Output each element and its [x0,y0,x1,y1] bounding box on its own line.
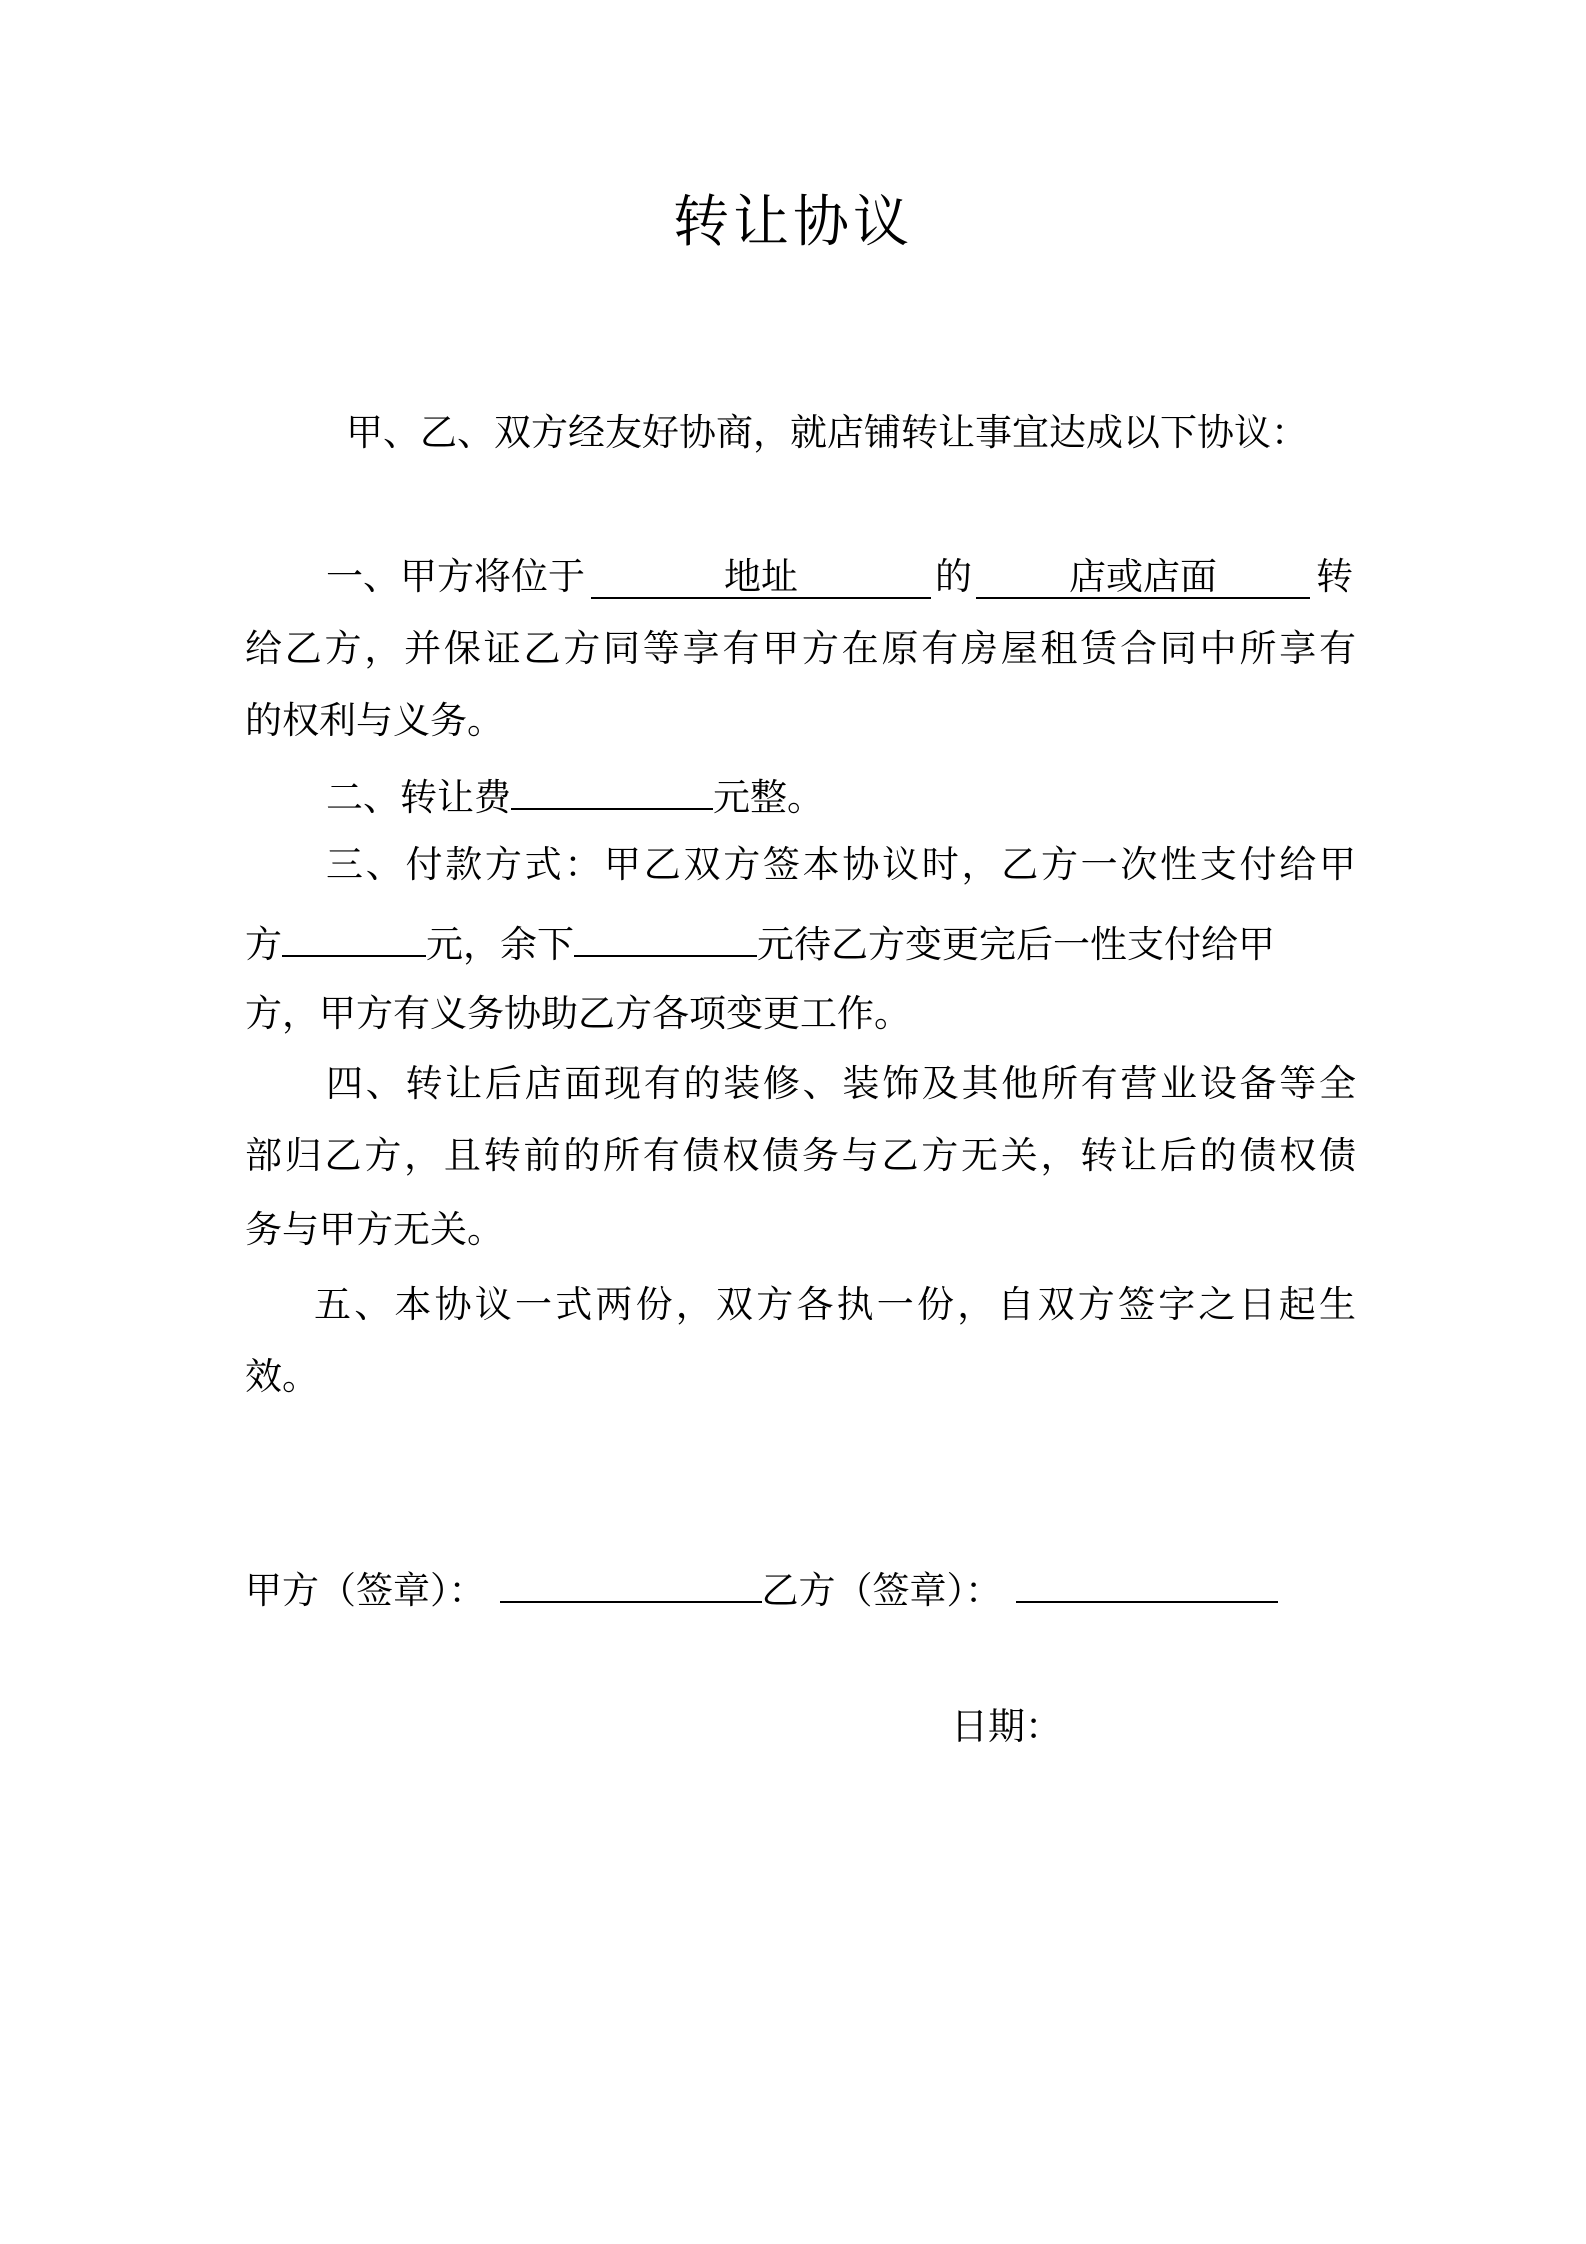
clause-5-line-1: 五、本协议一式两份，双方各执一份，自双方签字之日起生 [314,1283,1356,1326]
shop-blank[interactable] [976,557,1310,599]
clause-3-text-a: 方 [245,923,282,966]
remaining-payment-blank[interactable] [574,915,757,957]
clause-3-line-2 [245,915,1275,970]
first-payment-blank[interactable] [282,915,426,957]
clause-3-line-3: 方，甲方有义务协助乙方各项变更工作。 [245,992,911,1035]
clause-1-suffix: 转 [1316,555,1353,598]
party-a-label: 甲方（签章）： [245,1569,486,1612]
clause-1-mid: 的 [935,555,972,598]
intro-paragraph: 甲、乙、双方经友好协商，就店铺转让事宜达成以下协议： [346,411,1308,454]
clause-3-line-1: 三、付款方式：甲乙双方签本协议时，乙方一次性支付给甲 [326,843,1356,886]
signature-row [245,1561,1278,1616]
clause-3-text-b: 元，余下 [426,923,574,966]
clause-1-line-1 [326,552,1353,602]
clause-4-line-3: 务与甲方无关。 [245,1208,504,1251]
shop-placeholder: 店或店面 [1069,555,1217,598]
clause-1-line-3: 的权利与义务。 [245,699,504,742]
clause-2-prefix: 二、转让费 [326,776,511,819]
transfer-fee-blank[interactable] [511,768,713,810]
clause-1-line-2: 给乙方，并保证乙方同等享有甲方在原有房屋租赁合同中所享有 [245,627,1356,670]
party-a-signature-blank[interactable] [500,1561,762,1603]
date-label: 日期： [951,1705,1062,1748]
document-title: 转让协议 [673,190,913,255]
clause-2 [326,768,824,823]
clause-3-text-c: 元待乙方变更完后一性支付给甲 [757,923,1275,966]
address-blank[interactable] [591,557,931,599]
clause-1-prefix: 一、甲方将位于 [326,555,585,598]
clause-2-suffix: 元整。 [713,776,824,819]
clause-5-line-2: 效。 [245,1355,319,1398]
address-placeholder: 地址 [724,555,798,598]
clause-4-line-2: 部归乙方，且转前的所有债权债务与乙方无关，转让后的债权债 [245,1134,1356,1177]
clause-4-line-1: 四、转让后店面现有的装修、装饰及其他所有营业设备等全 [326,1062,1356,1105]
party-b-label: 乙方（签章）： [761,1569,1002,1612]
party-b-signature-blank[interactable] [1016,1561,1278,1603]
